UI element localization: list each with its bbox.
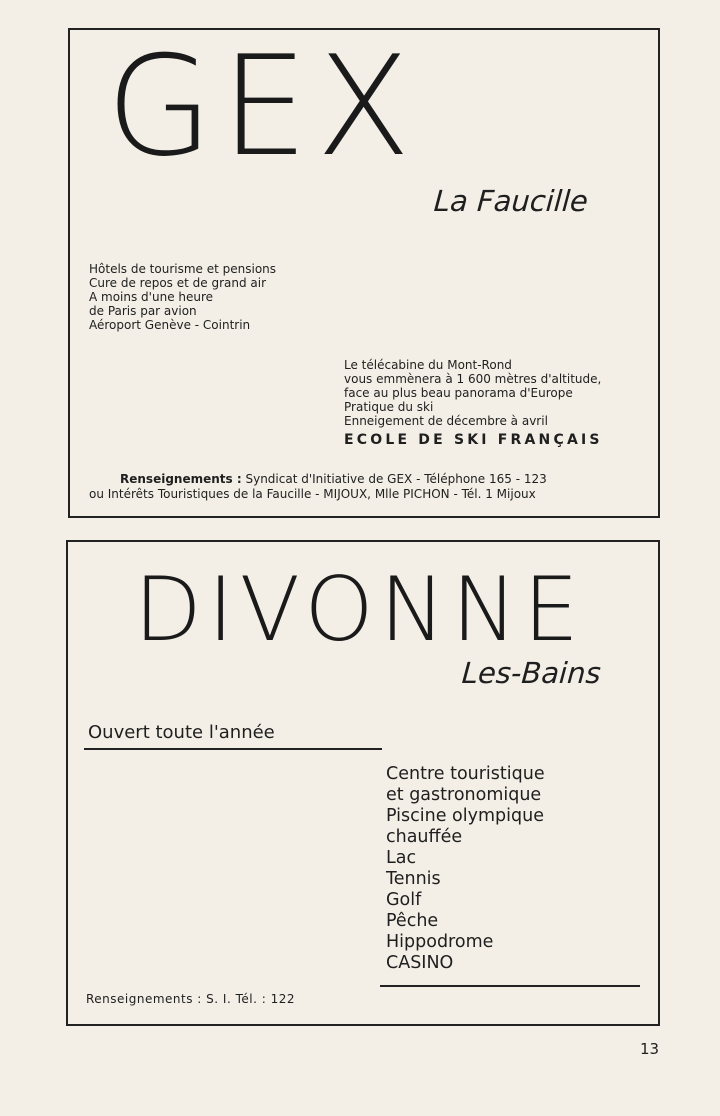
list-item: Centre touristique (386, 764, 545, 784)
list-item: de Paris par avion (89, 304, 197, 318)
list-item: Pêche (386, 911, 439, 931)
list-item: Golf (386, 890, 422, 910)
list-item: vous emmènera à 1 600 mètres d'altitude, (344, 372, 602, 386)
list-item: Piscine olympique (386, 806, 544, 826)
divonne-features-list (386, 764, 545, 974)
page-number: 13 (640, 1040, 660, 1058)
info-label: Renseignements : (120, 472, 242, 486)
divonne-contact: Renseignements : S. I. Tél. : 122 (86, 992, 295, 1006)
info-text: Syndicat d'Initiative de GEX - Téléphone 165 - 123 (245, 472, 547, 486)
gex-advertisement (68, 28, 660, 518)
list-item: Le télécabine du Mont-Rond (344, 358, 512, 372)
gex-title: GEX (106, 26, 419, 187)
gex-contact-line-1 (120, 472, 547, 487)
gex-amenities-list (89, 262, 276, 332)
list-item: Aéroport Genève - Cointrin (89, 318, 251, 332)
gex-subtitle: La Faucille (432, 184, 590, 218)
ski-school-heading: ECOLE DE SKI FRANÇAIS (344, 432, 603, 448)
opening-note: Ouvert toute l'année (88, 722, 275, 743)
list-item: CASINO (386, 953, 454, 973)
gex-contact-line-2: ou Intérêts Touristiques de la Faucille - MIJOUX, Mlle PICHON - Tél. 1 Mijoux (89, 487, 536, 501)
list-item: Hôtels de tourisme et pensions (89, 262, 277, 276)
divider (84, 748, 382, 750)
list-item: et gastronomique (386, 785, 542, 805)
list-item: Enneigement de décembre à avril (344, 414, 548, 428)
list-item: Pratique du ski (344, 400, 434, 414)
list-item: A moins d'une heure (89, 290, 214, 304)
list-item: Hippodrome (386, 932, 494, 952)
list-item: face au plus beau panorama d'Europe (344, 386, 573, 400)
divonne-advertisement (66, 540, 660, 1026)
list-item: Cure de repos et de grand air (89, 276, 267, 290)
divider (380, 985, 640, 987)
divonne-subtitle: Les-Bains (460, 656, 602, 690)
gex-ski-list (344, 358, 601, 428)
list-item: chauffée (386, 827, 463, 847)
list-item: Lac (386, 848, 417, 868)
divonne-title: DIVONNE (134, 558, 585, 661)
list-item: Tennis (386, 869, 441, 889)
